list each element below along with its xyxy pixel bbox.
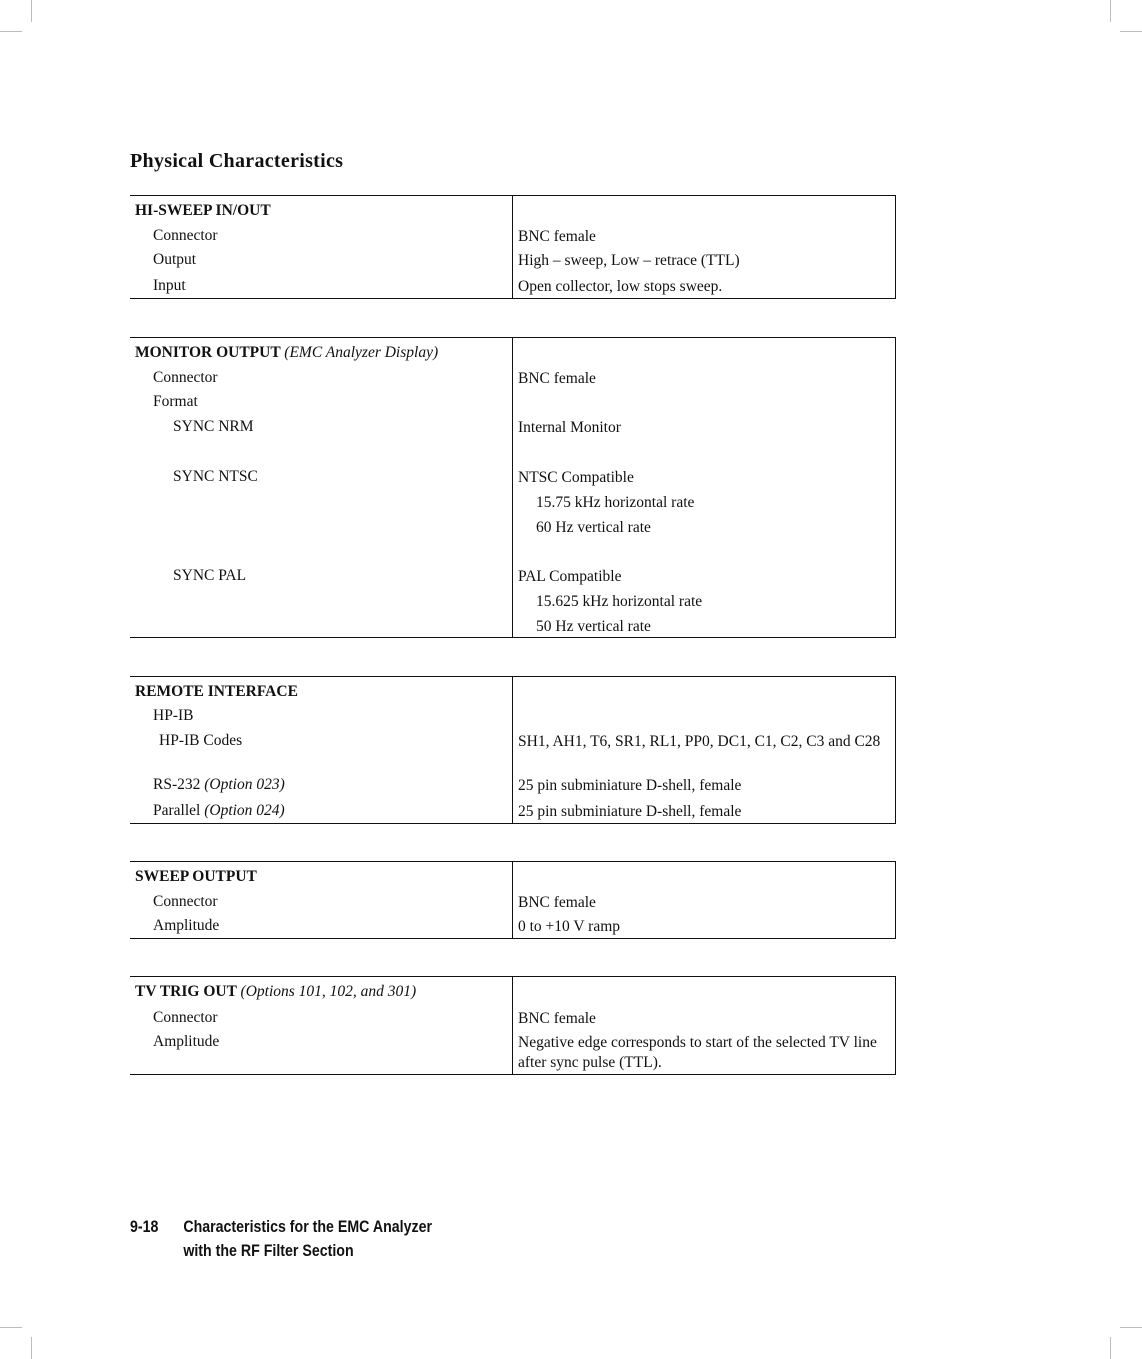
spec-value: 15.75 kHz horizontal rate <box>536 494 695 511</box>
crop-mark <box>1120 1327 1142 1328</box>
spec-label: Parallel (Option 024) <box>153 802 285 819</box>
spec-label: Amplitude <box>153 1033 220 1050</box>
spec-label: HP-IB Codes <box>159 732 243 749</box>
spec-value: BNC female <box>518 894 596 911</box>
page-title: Physical Characteristics <box>130 150 344 172</box>
spec-label: Connector <box>153 227 218 244</box>
section-heading: TV TRIG OUT (Options 101, 102, and 301) <box>135 983 417 1000</box>
sweep-output-table <box>130 861 896 939</box>
monitor-output-table <box>130 337 896 638</box>
tv-trig-out-table <box>130 976 896 1075</box>
spec-label: HP-IB <box>153 707 194 724</box>
spec-value: High – sweep, Low – retrace (TTL) <box>518 252 740 269</box>
spec-value: BNC female <box>518 1010 596 1027</box>
footer-subtitle: with the RF Filter Section <box>183 1242 354 1260</box>
spec-value: 15.625 kHz horizontal rate <box>536 593 703 610</box>
spec-value: Internal Monitor <box>518 419 621 436</box>
spec-label: Input <box>153 277 186 294</box>
crop-mark <box>1110 1337 1111 1359</box>
spec-value: 25 pin subminiature D-shell, female <box>518 803 742 820</box>
spec-label: SYNC NTSC <box>173 468 258 485</box>
spec-label: Output <box>153 251 197 268</box>
spec-label: Connector <box>153 893 218 910</box>
spec-label: RS-232 (Option 023) <box>153 776 285 793</box>
spec-label: SYNC PAL <box>173 567 247 584</box>
spec-value: Negative edge corresponds to start of the selected TV line after sync pulse (TTL). <box>518 1034 877 1071</box>
option-note: (Option 023) <box>204 776 285 793</box>
crop-mark <box>1120 31 1142 32</box>
spec-label: Format <box>153 393 198 410</box>
spec-value: 60 Hz vertical rate <box>536 519 651 536</box>
spec-value: BNC female <box>518 228 596 245</box>
spec-value: NTSC Compatible <box>518 469 634 486</box>
crop-mark <box>1110 0 1111 22</box>
page-footer <box>130 1215 432 1263</box>
spec-value: Open collector, low stops sweep. <box>518 278 723 295</box>
page-number: 9-18 <box>130 1218 159 1236</box>
crop-mark <box>31 0 32 22</box>
option-note: (Option 024) <box>204 802 285 819</box>
section-heading: REMOTE INTERFACE <box>135 683 298 700</box>
footer-title: Characteristics for the EMC Analyzer <box>183 1218 432 1236</box>
spec-value: BNC female <box>518 370 596 387</box>
section-heading: MONITOR OUTPUT (EMC Analyzer Display) <box>135 344 439 361</box>
spec-value: SH1, AH1, T6, SR1, RL1, PP0, DC1, C1, C2, C3 and C28 <box>518 733 881 750</box>
spec-value: PAL Compatible <box>518 568 622 585</box>
spec-value: 25 pin subminiature D-shell, female <box>518 777 742 794</box>
spec-label: SYNC NRM <box>173 418 254 435</box>
spec-label: Amplitude <box>153 917 220 934</box>
remote-interface-table <box>130 676 896 824</box>
crop-mark <box>31 1337 32 1359</box>
heading-note: (EMC Analyzer Display) <box>284 344 439 361</box>
section-heading: HI-SWEEP IN/OUT <box>135 202 271 219</box>
spec-value: 50 Hz vertical rate <box>536 618 651 635</box>
crop-mark <box>0 31 22 32</box>
section-heading: SWEEP OUTPUT <box>135 868 257 885</box>
crop-mark <box>0 1327 22 1328</box>
spec-label: Connector <box>153 1009 218 1026</box>
heading-note: (Options 101, 102, and 301) <box>240 983 417 1000</box>
spec-label: Connector <box>153 369 218 386</box>
spec-value: 0 to +10 V ramp <box>518 918 621 935</box>
hisweep-table <box>130 195 896 299</box>
